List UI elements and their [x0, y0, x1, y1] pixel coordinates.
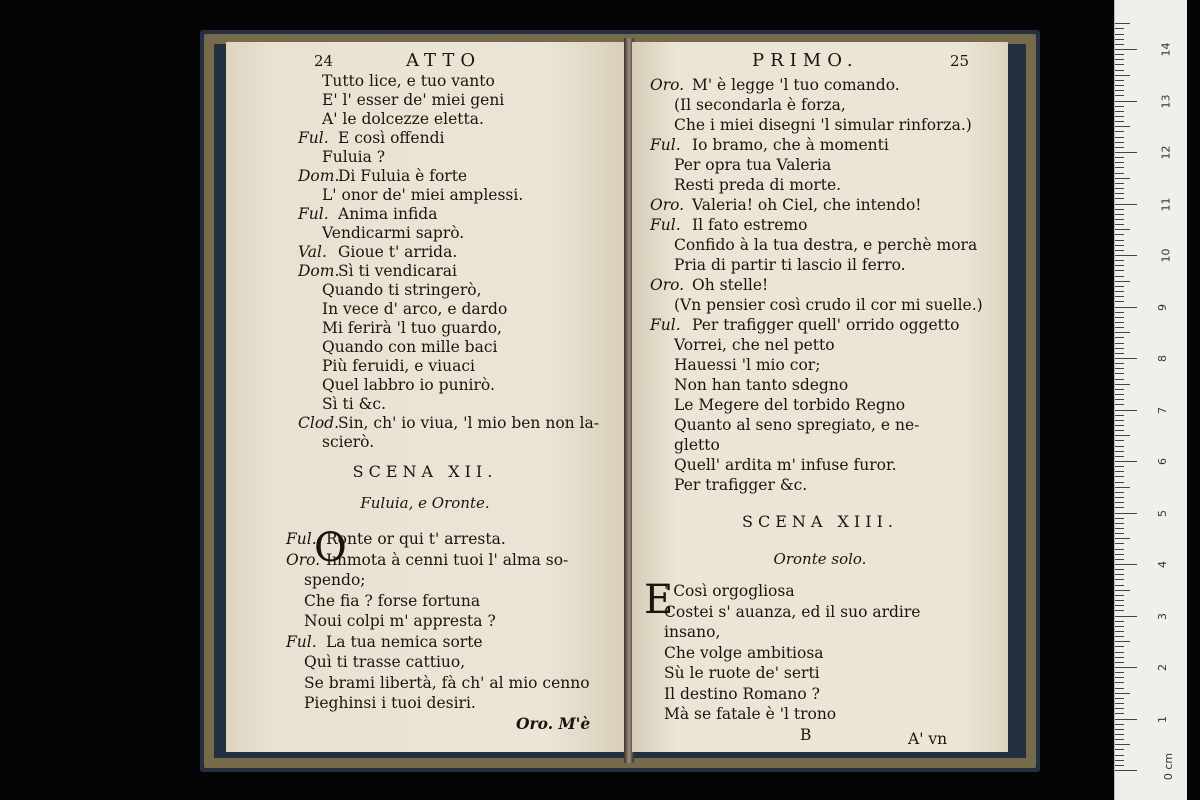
ruler-tick: [1115, 770, 1137, 771]
ruler-tick: [1115, 533, 1124, 534]
ruler-tick: [1115, 348, 1124, 349]
verse-line: Gioue t' arrida.: [338, 243, 458, 261]
ruler-tick: [1115, 456, 1124, 457]
ruler-tick: [1115, 173, 1124, 174]
ruler-tick: [1115, 446, 1124, 447]
ruler-tick: [1115, 652, 1124, 653]
ruler-tick: [1115, 579, 1124, 580]
ruler-tick: [1115, 600, 1124, 601]
verse-line: Mi ferirà 'l tuo guardo,: [322, 319, 502, 337]
verse-line: Oh stelle!: [692, 276, 769, 294]
ruler-tick: [1115, 137, 1124, 138]
verse-line: Per trafigger &c.: [674, 476, 808, 494]
verse-line: Sù le ruote de' serti: [664, 664, 820, 682]
ruler-tick: [1115, 667, 1137, 668]
verse-line: insano,: [664, 623, 721, 641]
ruler-tick: [1115, 379, 1124, 380]
ruler-tick: [1115, 590, 1130, 591]
ruler-tick: [1115, 430, 1124, 431]
ruler-tick: [1115, 528, 1124, 529]
ruler-tick: [1115, 749, 1124, 750]
ruler-tick: [1115, 523, 1124, 524]
ruler-tick: [1115, 559, 1124, 560]
verse-line: Il fato estremo: [692, 216, 808, 234]
verse-line: (Vn pensier così crudo il cor mi suelle.): [674, 296, 983, 314]
left-page-header: ATTO: [406, 50, 482, 71]
ruler-tick: [1115, 384, 1130, 385]
ruler-tick: [1115, 518, 1124, 519]
verse-line: Che i miei disegni 'l simular rinforza.): [674, 116, 972, 134]
verse-line: L' onor de' miei amplessi.: [322, 186, 524, 204]
ruler-tick: [1115, 260, 1124, 261]
ruler-tick: [1115, 497, 1124, 498]
ruler-tick: [1115, 219, 1124, 220]
ruler-tick: [1115, 307, 1137, 308]
speaker-label: Ful.: [650, 316, 681, 334]
left-scene-title: SCENA XII.: [352, 462, 498, 481]
ruler-tick: [1115, 167, 1124, 168]
ruler-tick: [1115, 224, 1124, 225]
verse-line: Il destino Romano ?: [664, 684, 820, 703]
verse-line: Ronte or qui t' arresta.: [326, 530, 506, 548]
verse-line: Quando ti stringerò,: [322, 281, 482, 299]
verse-line: Immota à cenni tuoi l' alma so-: [326, 550, 569, 569]
ruler-tick: [1115, 255, 1137, 256]
ruler-tick: [1115, 281, 1130, 282]
ruler-number: 6: [1156, 458, 1169, 465]
ruler-tick: [1115, 240, 1124, 241]
verse-line: Non han tanto sdegno: [674, 376, 849, 394]
verse-line: M' è legge 'l tuo comando.: [692, 76, 900, 94]
ruler-tick: [1115, 677, 1124, 678]
ruler-tick: [1115, 353, 1124, 354]
verse-line: Confido à la tua destra, e perchè mora: [674, 236, 978, 254]
speaker-label: Ful.: [650, 136, 681, 154]
speaker-label: Oro.: [650, 196, 685, 214]
ruler-tick: [1115, 724, 1124, 725]
ruler-number: 13: [1159, 94, 1173, 108]
ruler-tick: [1115, 90, 1124, 91]
ruler-tick: [1115, 296, 1124, 297]
ruler-tick: [1115, 729, 1124, 730]
verse-line: Pria di partir ti lascio il ferro.: [674, 256, 906, 274]
ruler-tick: [1115, 765, 1124, 766]
ruler-tick: [1115, 327, 1124, 328]
verse-line: Valeria! oh Ciel, che intendo!: [692, 196, 922, 214]
ruler-tick: [1115, 698, 1124, 699]
ruler-tick: [1115, 301, 1124, 302]
verse-line: Hauessi 'l mio cor;: [674, 356, 821, 374]
ruler-tick: [1115, 425, 1124, 426]
ruler-tick: [1115, 502, 1124, 503]
ruler-tick: [1115, 183, 1124, 184]
ruler-tick: [1115, 204, 1137, 205]
ruler-tick: [1115, 435, 1130, 436]
left-page: [226, 42, 624, 752]
ruler-tick: [1115, 270, 1124, 271]
ruler-tick: [1115, 265, 1124, 266]
right-scene-subtitle: Oronte solo.: [773, 550, 867, 568]
ruler-unit: 0 cm: [1162, 752, 1176, 781]
ruler-number: 7: [1156, 406, 1169, 414]
ruler-tick: [1115, 744, 1130, 745]
speaker-label: Ful.: [298, 205, 329, 223]
ruler-tick: [1115, 569, 1124, 570]
ruler-tick: [1115, 193, 1124, 194]
ruler-tick: [1115, 482, 1124, 483]
left-scene-subtitle: Fuluia, e Oronte.: [360, 494, 490, 512]
verse-line: Quì ti trasse cattiuo,: [304, 653, 466, 671]
verse-line: Resti preda di morte.: [674, 176, 842, 194]
ruler-tick: [1115, 245, 1124, 246]
ruler-tick: [1115, 420, 1124, 421]
verse-line: Per trafigger quell' orrido oggetto: [692, 316, 960, 334]
ruler-tick: [1115, 178, 1130, 179]
ruler-number: 1: [1156, 715, 1169, 723]
left-page-number: 24: [314, 52, 334, 70]
left-drop-cap: O: [314, 525, 347, 571]
ruler-tick: [1115, 760, 1124, 761]
speaker-label: Ful.: [286, 530, 317, 548]
verse-line: In vece d' arco, e dardo: [322, 300, 508, 318]
ruler-tick: [1115, 70, 1124, 71]
ruler-tick: [1115, 415, 1124, 416]
ruler-tick: [1115, 719, 1137, 720]
ruler-tick: [1115, 95, 1124, 96]
ruler-tick: [1115, 621, 1124, 622]
ruler-tick: [1115, 49, 1137, 50]
speaker-label: Clod.: [298, 414, 339, 432]
right-page-header: PRIMO.: [752, 50, 859, 71]
ruler-tick: [1115, 39, 1124, 40]
ruler-tick: [1115, 507, 1124, 508]
ruler-tick: [1115, 739, 1124, 740]
ruler-tick: [1115, 549, 1124, 550]
ruler-number: 3: [1156, 612, 1169, 620]
ruler-tick: [1115, 343, 1124, 344]
ruler-tick: [1115, 476, 1124, 477]
ruler-tick: [1115, 126, 1130, 127]
ruler-tick: [1115, 672, 1124, 673]
speaker-label: Ful.: [650, 216, 681, 234]
verse-line: E così offendi: [338, 129, 445, 147]
verse-line: gletto: [674, 436, 720, 454]
ruler-tick: [1115, 487, 1130, 488]
ruler-tick: [1115, 410, 1137, 411]
ruler-tick: [1115, 116, 1124, 117]
right-page: [632, 42, 1008, 752]
ruler-tick: [1115, 44, 1124, 45]
ruler-tick: [1115, 538, 1130, 539]
speaker-label: Oro.: [650, 76, 685, 94]
ruler-tick: [1115, 358, 1137, 359]
verse-line: Che volge ambitiosa: [664, 643, 824, 662]
ruler-tick: [1115, 85, 1124, 86]
right-page-number: 25: [950, 52, 970, 70]
ruler-tick: [1115, 662, 1124, 663]
ruler-tick: [1115, 147, 1124, 148]
ruler-tick: [1115, 399, 1124, 400]
speaker-label: Val.: [298, 243, 327, 261]
verse-line: Pieghinsi i tuoi desiri.: [304, 694, 476, 712]
verse-line: Anima infida: [338, 205, 438, 223]
ruler-tick: [1115, 708, 1124, 709]
verse-line: Sin, ch' io viua, 'l mio ben non la-: [338, 414, 599, 432]
ruler-tick: [1115, 641, 1130, 642]
ruler-number: 5: [1156, 509, 1169, 517]
ruler-number: 12: [1159, 145, 1173, 160]
ruler-number: 11: [1159, 197, 1173, 211]
verse-line: La tua nemica sorte: [326, 632, 483, 651]
ruler-tick: [1115, 234, 1124, 235]
measuring-ruler: [1114, 0, 1187, 800]
verse-line: Io bramo, che à momenti: [692, 136, 889, 154]
verse-line: spendo;: [304, 571, 366, 589]
right-drop-cap: E: [644, 577, 674, 623]
ruler-tick: [1115, 332, 1130, 333]
ruler-number: 2: [1156, 664, 1169, 671]
ruler-tick: [1115, 713, 1124, 714]
ruler-tick: [1115, 337, 1124, 338]
ruler-tick: [1115, 75, 1130, 76]
ruler-tick: [1115, 657, 1124, 658]
ruler-tick: [1115, 703, 1124, 704]
speaker-label: Dom.: [298, 262, 340, 280]
ruler-tick: [1115, 440, 1124, 441]
right-scene-title: SCENA XIII.: [742, 512, 898, 531]
ruler-tick: [1115, 646, 1124, 647]
ruler-tick: [1115, 595, 1124, 596]
ruler-tick: [1115, 276, 1124, 277]
verse-line: Che fia ? forse fortuna: [304, 591, 481, 610]
verse-line: Quell' ardita m' infuse furor.: [674, 456, 897, 474]
ruler-number: 9: [1156, 303, 1169, 311]
ruler-tick: [1115, 610, 1124, 611]
ruler-tick: [1115, 682, 1124, 683]
ruler-tick: [1115, 373, 1124, 374]
ruler-tick: [1115, 363, 1124, 364]
ruler-tick: [1115, 101, 1137, 102]
ruler-number: 10: [1159, 248, 1173, 263]
speaker-label: Ful.: [286, 632, 317, 651]
ruler-tick: [1115, 317, 1124, 318]
ruler-tick: [1115, 554, 1124, 555]
ruler-tick: [1115, 605, 1124, 606]
ruler-tick: [1115, 564, 1137, 565]
speaker-label: Ful.: [298, 129, 329, 147]
ruler-tick: [1115, 616, 1137, 617]
verse-line: Noui colpi m' appresta ?: [304, 612, 496, 630]
ruler-tick: [1115, 394, 1124, 395]
ruler-tick: [1115, 574, 1124, 575]
verse-line: E' l' esser de' miei geni: [322, 91, 505, 109]
ruler-tick: [1115, 157, 1124, 158]
open-book: [200, 30, 1040, 772]
verse-line: A' le dolcezze eletta.: [322, 110, 484, 128]
ruler-tick: [1115, 755, 1124, 756]
ruler-tick: [1115, 513, 1137, 514]
speaker-label: Oro.: [650, 276, 685, 294]
ruler-tick: [1115, 404, 1124, 405]
ruler-tick: [1115, 492, 1124, 493]
ruler-number: 14: [1159, 42, 1173, 57]
verse-line: Sì ti vendicarai: [338, 262, 457, 280]
verse-line: Per opra tua Valeria: [674, 156, 832, 174]
verse-line: Vendicarmi saprò.: [322, 224, 465, 242]
ruler-tick: [1115, 626, 1124, 627]
ruler-tick: [1115, 250, 1124, 251]
ruler-tick: [1115, 693, 1130, 694]
ruler-tick: [1115, 291, 1124, 292]
ruler-tick: [1115, 229, 1130, 230]
verse-line: Tutto lice, e tuo vanto: [322, 72, 495, 90]
ruler-tick: [1115, 466, 1124, 467]
verse-line: Le Megere del torbido Regno: [674, 396, 906, 414]
verse-line: Quel labbro io punirò.: [322, 376, 495, 394]
ruler-tick: [1115, 209, 1124, 210]
ruler-tick: [1115, 543, 1124, 544]
ruler-tick: [1115, 585, 1124, 586]
ruler-tick: [1115, 214, 1124, 215]
verse-line: Fuluia ?: [322, 148, 386, 166]
verse-line: Quando con mille baci: [322, 338, 498, 356]
ruler-tick: [1115, 322, 1124, 323]
ruler-tick: [1115, 286, 1124, 287]
ruler-tick: [1115, 111, 1124, 112]
ruler-tick: [1115, 636, 1124, 637]
ruler-tick: [1115, 631, 1124, 632]
ruler-tick: [1115, 80, 1124, 81]
ruler-number: 8: [1156, 355, 1169, 362]
ruler-tick: [1115, 131, 1124, 132]
speaker-label: Dom.: [298, 167, 340, 185]
ruler-tick: [1115, 64, 1124, 65]
ruler-tick: [1115, 471, 1124, 472]
verse-line: (Il secondarla è forza,: [674, 96, 846, 114]
ruler-tick: [1115, 142, 1124, 143]
verse-line: Sì ti &c.: [322, 395, 387, 413]
left-catchword: Oro. M'è: [516, 714, 591, 733]
ruler-tick: [1115, 688, 1124, 689]
ruler-tick: [1115, 162, 1124, 163]
right-signature: B: [800, 726, 812, 744]
ruler-tick: [1115, 54, 1124, 55]
ruler-tick: [1115, 734, 1124, 735]
ruler-tick: [1115, 106, 1124, 107]
verse-line: Quanto al seno spregiato, e ne-: [674, 416, 920, 434]
verse-line: scierò.: [322, 433, 375, 451]
ruler-tick: [1115, 59, 1124, 60]
ruler-tick: [1115, 152, 1137, 153]
verse-line: Costei s' auanza, ed il suo ardire: [664, 602, 921, 621]
verse-line: Se brami libertà, fà ch' al mio cenno: [304, 673, 590, 692]
ruler-tick: [1115, 389, 1124, 390]
verse-line: Più feruidi, e viuaci: [322, 357, 475, 375]
ruler-number: 4: [1156, 561, 1169, 568]
verse-line: Di Fuluia è forte: [338, 167, 468, 185]
ruler-tick: [1115, 461, 1137, 462]
ruler-tick: [1115, 28, 1124, 29]
speaker-label: Oro.: [286, 550, 321, 569]
ruler-tick: [1115, 23, 1130, 24]
ruler-tick: [1115, 188, 1124, 189]
ruler-tick: [1115, 368, 1124, 369]
verse-line: Mà se fatale è 'l trono: [664, 705, 837, 723]
ruler-tick: [1115, 451, 1124, 452]
ruler-tick: [1115, 198, 1124, 199]
right-catchword: A' vn: [908, 730, 948, 748]
ruler-tick: [1115, 34, 1124, 35]
ruler-tick: [1115, 121, 1124, 122]
ruler-tick: [1115, 312, 1124, 313]
verse-line: ' Così orgogliosa: [664, 582, 795, 600]
verse-line: Vorrei, che nel petto: [674, 336, 835, 354]
